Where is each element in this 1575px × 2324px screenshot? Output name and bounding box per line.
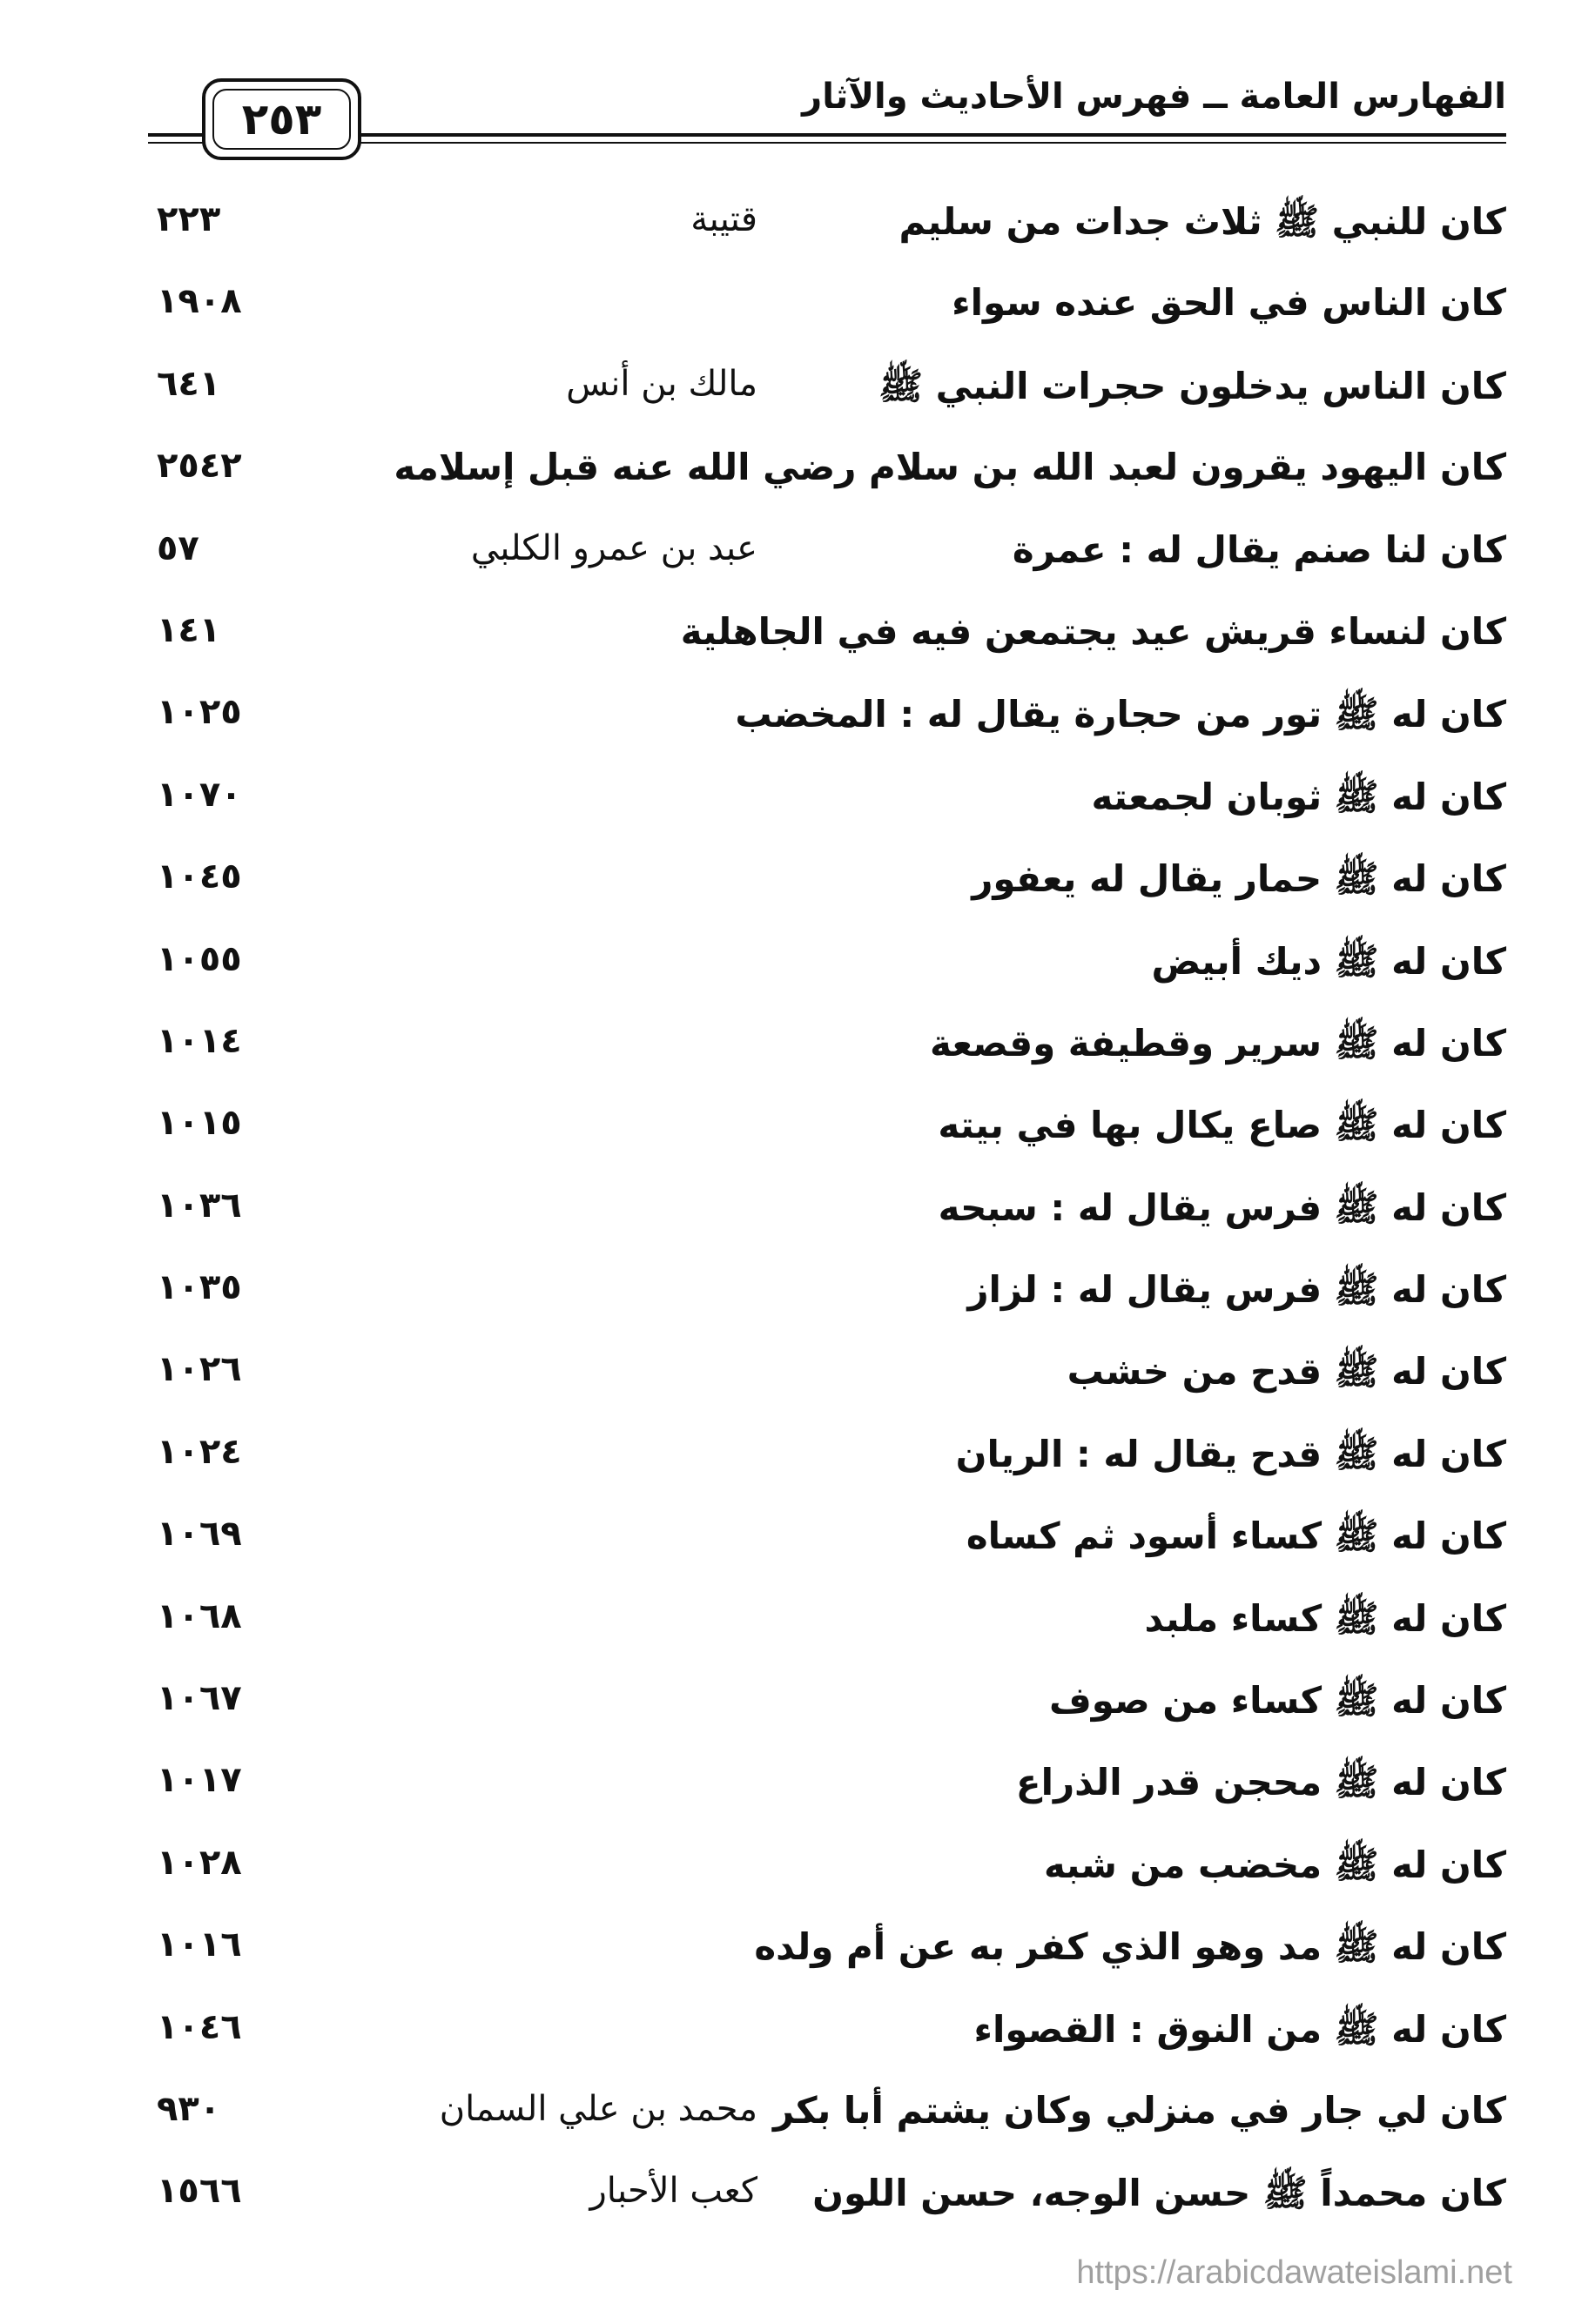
- hadith-number: ١٠١٦: [157, 1924, 242, 1965]
- list-item: [148, 269, 1506, 351]
- hadith-number: ١٤١: [157, 609, 221, 650]
- hadith-text: كان له ﷺ فرس يقال له : لزاز: [967, 1268, 1506, 1312]
- hadith-text: كان له ﷺ محجن قدر الذراع: [1015, 1761, 1506, 1804]
- hadith-text: كان له ﷺ قدح من خشب: [1067, 1350, 1506, 1394]
- hadith-number: ٢٢٣: [157, 199, 221, 239]
- hadith-text: كان له ﷺ كساء أسود ثم كساه: [966, 1515, 1506, 1558]
- hadith-text: كان اليهود يقرون لعبد الله بن سلام رضي الله عنه قبل إسلامه: [394, 446, 1506, 489]
- hadith-number: ١٠٢٤: [157, 1431, 242, 1472]
- list-item: [148, 680, 1506, 762]
- page-number-frame: [202, 78, 361, 160]
- hadith-number: ١٠٥٥: [157, 938, 242, 979]
- hadith-number: ١٠٣٦: [157, 1185, 242, 1226]
- list-item: [148, 1009, 1506, 1091]
- hadith-text: كان لنا صنم يقال له : عمرة: [1012, 527, 1506, 571]
- list-item: [148, 844, 1506, 926]
- running-title: الفهارس العامة ــ فهرس الأحاديث والآثار: [802, 77, 1506, 117]
- hadith-number: ١٠٤٥: [157, 856, 242, 897]
- hadith-number: ١٩٠٨: [157, 281, 242, 322]
- hadith-number: ١٠٦٨: [157, 1595, 242, 1636]
- hadith-number: ١٠٦٩: [157, 1514, 242, 1555]
- narrator-name: قتيبة: [690, 199, 757, 239]
- list-item: [148, 1748, 1506, 1830]
- hadith-number: ١٠٢٨: [157, 1842, 242, 1883]
- narrator-name: مالك بن أنس: [566, 363, 757, 404]
- hadith-number: ١٠١٥: [157, 1103, 242, 1144]
- hadith-text: كان له ﷺ فرس يقال له : سبحه: [938, 1186, 1506, 1229]
- hadith-text: كان له ﷺ مد وهو الذي كفر به عن أم ولده: [754, 1925, 1506, 1969]
- narrator-name: كعب الأحبار: [589, 2171, 757, 2212]
- hadith-number: ٩٣٠: [157, 2088, 221, 2129]
- list-item: [148, 1501, 1506, 1583]
- hadith-text: كان له ﷺ من النوق : القصواء: [973, 2007, 1506, 2051]
- narrator-name: عبد بن عمرو الكلبي: [470, 527, 757, 568]
- list-item: [148, 762, 1506, 844]
- list-item: [148, 1912, 1506, 1994]
- hadith-text: كان لنساء قريش عيد يجتمعن فيه في الجاهلية: [680, 609, 1506, 653]
- list-item: [148, 1091, 1506, 1172]
- hadith-number: ١٠٣٥: [157, 1267, 242, 1308]
- hadith-number: ١٠٤٦: [157, 2006, 242, 2047]
- hadith-text: كان له ﷺ مخضب من شبه: [1044, 1843, 1506, 1886]
- list-item: [148, 1255, 1506, 1337]
- hadith-text: كان له ﷺ ديك أبيض: [1151, 939, 1506, 983]
- list-item: [148, 1666, 1506, 1748]
- hadith-text: كان للنبي ﷺ ثلاث جدات من سليم: [899, 200, 1506, 243]
- hadith-number: ١٠١٤: [157, 1020, 242, 1061]
- list-item: [148, 1584, 1506, 1666]
- hadith-number: ٦٤١: [157, 363, 221, 404]
- hadith-text: كان له ﷺ كساء من صوف: [1048, 1679, 1506, 1723]
- list-item: [148, 2077, 1506, 2159]
- hadith-text: كان له ﷺ ثوبان لجمعته: [1091, 775, 1506, 818]
- watermark-url: https://arabicdawateislami.net: [1076, 2254, 1512, 2291]
- page-number: ٢٥٣: [212, 89, 351, 150]
- hadith-text: كان الناس يدخلون حجرات النبي ﷺ: [878, 364, 1506, 407]
- list-item: [148, 598, 1506, 680]
- hadith-number: ١٠١٧: [157, 1760, 242, 1801]
- narrator-name: محمد بن علي السمان: [439, 2088, 757, 2129]
- list-item: [148, 433, 1506, 515]
- list-item: [148, 2159, 1506, 2240]
- hadith-number: ١٥٦٦: [157, 2171, 242, 2212]
- hadith-number: ٢٥٤٢: [157, 446, 242, 487]
- hadith-number: ١٠٧٠: [157, 774, 242, 815]
- list-item: [148, 1995, 1506, 2077]
- hadith-index-list: [148, 187, 1506, 2241]
- list-item: [148, 927, 1506, 1009]
- hadith-number: ١٠٢٦: [157, 1349, 242, 1390]
- hadith-text: كان له ﷺ سرير وقطيفة وقصعة: [930, 1021, 1506, 1065]
- hadith-text: كان له ﷺ صاع يكال بها في بيته: [938, 1104, 1506, 1147]
- list-item: [148, 516, 1506, 598]
- hadith-number: ٥٧: [157, 527, 199, 568]
- hadith-text: كان له ﷺ حمار يقال له يعفور: [972, 857, 1506, 901]
- hadith-text: كان له ﷺ تور من حجارة يقال له : المخضب: [735, 693, 1506, 736]
- list-item: [148, 1420, 1506, 1501]
- hadith-text: كان له ﷺ قدح يقال له : الريان: [955, 1432, 1506, 1475]
- list-item: [148, 352, 1506, 433]
- list-item: [148, 187, 1506, 269]
- list-item: [148, 1337, 1506, 1419]
- hadith-text: كان لي جار في منزلي وكان يشتم أبا بكر: [772, 2088, 1506, 2132]
- hadith-text: كان محمداً ﷺ حسن الوجه، حسن اللون: [812, 2172, 1506, 2215]
- list-item: [148, 1173, 1506, 1255]
- hadith-text: كان له ﷺ كساء ملبد: [1144, 1596, 1506, 1640]
- list-item: [148, 1830, 1506, 1912]
- page-header: [148, 61, 1506, 157]
- hadith-text: كان الناس في الحق عنده سواء: [952, 281, 1506, 325]
- hadith-number: ١٠٢٥: [157, 692, 242, 733]
- hadith-number: ١٠٦٧: [157, 1678, 242, 1719]
